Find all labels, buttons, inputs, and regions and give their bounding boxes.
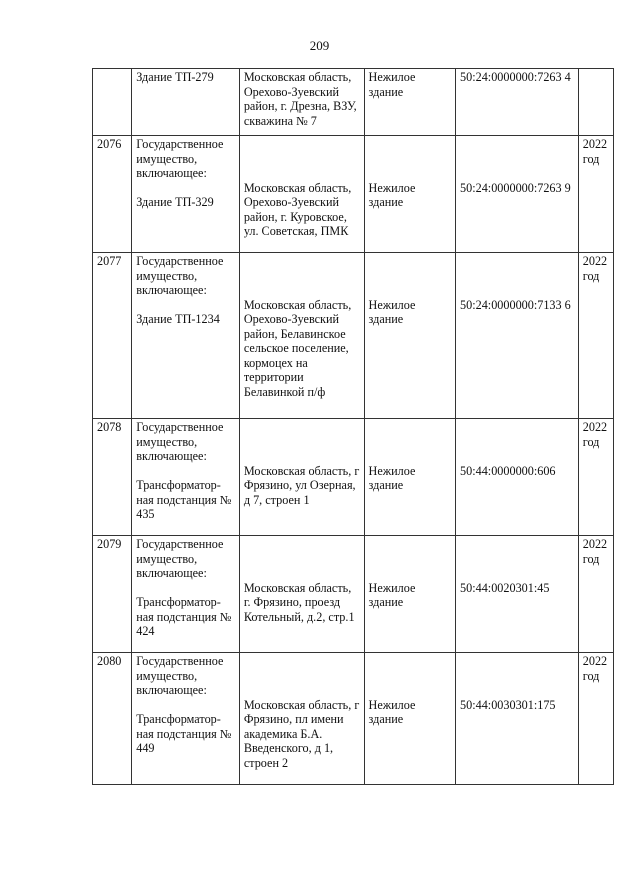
cadastral-number-cell <box>456 653 579 785</box>
address-cell <box>239 136 364 253</box>
cadastral-number: 50:44:0030301:175 <box>460 697 556 712</box>
address-cell <box>239 419 364 536</box>
group-label: Государственное имущество, включающее: <box>136 254 224 297</box>
address-cell: Московская область, Орехово-Зуевский район, г. Дрезна, ВЗУ, скважина № 7 <box>239 69 364 136</box>
address-cell <box>239 536 364 653</box>
object-type-cell <box>364 653 456 785</box>
year-cell: 2022 год <box>578 253 613 419</box>
group-label: Государственное имущество, включающее: <box>136 537 224 580</box>
address-text: Московская область, г Фрязино, пл имени академика Б.А. Введенского, д 1, строен 2 <box>243 697 360 770</box>
row-number-cell: 2078 <box>93 419 132 536</box>
cadastral-number: 50:44:0000000:606 <box>460 463 556 478</box>
object-name: Трансформатор-ная подстанция № 424 <box>136 595 232 638</box>
table-row <box>93 653 614 785</box>
object-type: Нежилое здание <box>368 580 416 609</box>
object-name-cell: Здание ТП-279 <box>132 69 240 136</box>
cadastral-number-cell <box>456 536 579 653</box>
cadastral-number: 50:24:0000000:7133 6 <box>460 297 571 312</box>
table-row <box>93 253 614 419</box>
group-label: Государственное имущество, включающее: <box>136 137 224 180</box>
address-text: Московская область, Орехово-Зуевский район, г. Куровское, ул. Советская, ПМК <box>243 180 352 238</box>
object-name: Здание ТП-1234 <box>136 312 220 326</box>
year-cell: 2022 год <box>578 136 613 253</box>
address-text: Московская область, г. Фрязино, проезд Котельный, д.2, стр.1 <box>243 580 355 624</box>
cadastral-number: 50:24:0000000:7263 9 <box>460 180 571 195</box>
row-number-cell: 2079 <box>93 536 132 653</box>
address-cell <box>239 653 364 785</box>
object-name-cell <box>132 536 240 653</box>
row-number-cell: 2080 <box>93 653 132 785</box>
page-number: 209 <box>309 38 330 53</box>
object-type-cell: Нежилое здание <box>364 69 456 136</box>
year-cell <box>578 69 613 136</box>
row-number-cell: 2076 <box>93 136 132 253</box>
object-type-cell <box>364 419 456 536</box>
object-name: Трансформатор-ная подстанция № 435 <box>136 478 232 521</box>
group-label: Государственное имущество, включающее: <box>136 420 224 463</box>
object-name-cell <box>132 253 240 419</box>
cadastral-number-cell <box>456 253 579 419</box>
address-text: Московская область, г Фрязино, ул Озерная, д 7, строен 1 <box>243 463 360 507</box>
year-cell: 2022 год <box>578 653 613 785</box>
object-name: Трансформатор-ная подстанция № 449 <box>136 712 232 755</box>
table-row <box>93 136 614 253</box>
year-cell: 2022 год <box>578 536 613 653</box>
address-text: Московская область, Орехово-Зуевский район, Белавинское сельское поселение, кормоцех на территории Белавинкой п/ф <box>243 297 352 399</box>
group-label: Государственное имущество, включающее: <box>136 654 224 697</box>
table-row <box>93 69 614 136</box>
address-cell <box>239 253 364 419</box>
object-name-cell <box>132 419 240 536</box>
object-name-cell <box>132 136 240 253</box>
year-cell: 2022 год <box>578 419 613 536</box>
cadastral-number-cell <box>456 419 579 536</box>
cadastral-number-cell <box>456 136 579 253</box>
object-type: Нежилое здание <box>368 697 416 726</box>
property-registry-table <box>92 68 614 785</box>
object-type-cell <box>364 536 456 653</box>
object-type: Нежилое здание <box>368 297 416 326</box>
object-type-cell <box>364 136 456 253</box>
table-row <box>93 419 614 536</box>
table-row <box>93 536 614 653</box>
cadastral-number: 50:44:0020301:45 <box>460 580 550 595</box>
object-type: Нежилое здание <box>368 463 416 492</box>
object-name: Здание ТП-329 <box>136 195 214 209</box>
object-type: Нежилое здание <box>368 180 416 209</box>
cadastral-number-cell: 50:24:0000000:7263 4 <box>456 69 579 136</box>
object-name-cell <box>132 653 240 785</box>
row-number-cell: 2077 <box>93 253 132 419</box>
object-type-cell <box>364 253 456 419</box>
row-number-cell <box>93 69 132 136</box>
